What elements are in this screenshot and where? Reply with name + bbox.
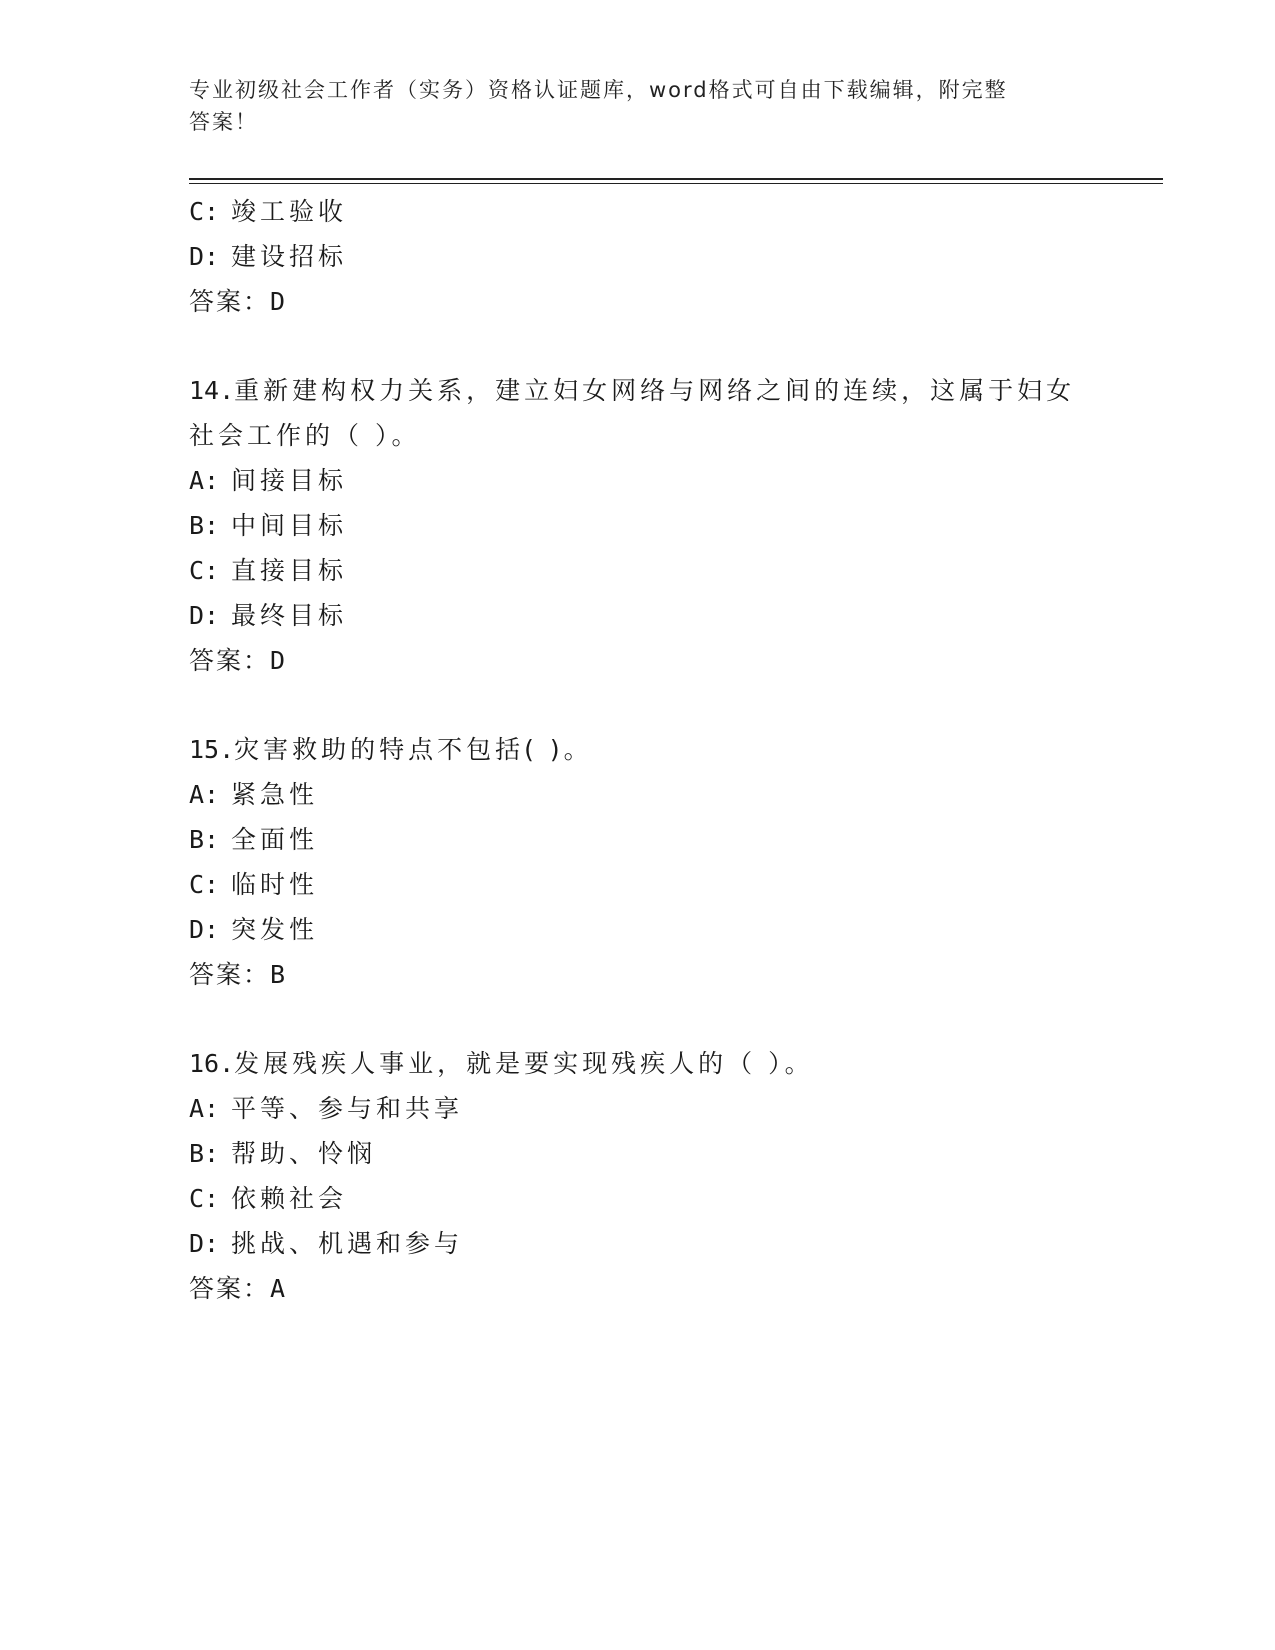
option-text: 帮助、怜悯: [231, 1139, 377, 1168]
option-a: [189, 464, 347, 498]
answer-label: 答案：: [189, 646, 271, 675]
option-d: [189, 913, 318, 947]
answer-value: D: [270, 646, 286, 675]
option-letter: B:: [189, 511, 220, 540]
option-text: 依赖社会: [231, 1184, 348, 1213]
header-divider-thin: [189, 183, 1163, 184]
option-text: 直接目标: [231, 556, 348, 585]
option-a: [189, 778, 318, 812]
option-d: [189, 599, 347, 633]
question-number: 16.: [189, 1049, 235, 1078]
question-number: 14.: [189, 376, 235, 405]
option-b: [189, 1137, 376, 1171]
option-letter: C:: [189, 1184, 220, 1213]
header-line-2: 答案！: [189, 110, 258, 134]
question-stem: [189, 374, 1075, 408]
option-d: [189, 1227, 463, 1261]
answer-line: [189, 958, 285, 992]
option-b: [189, 509, 347, 543]
option-letter: A:: [189, 466, 220, 495]
option-letter: A:: [189, 1094, 220, 1123]
answer-label: 答案：: [189, 287, 271, 316]
option-text: 全面性: [231, 825, 319, 854]
option-letter: D:: [189, 242, 220, 271]
option-text: 中间目标: [231, 511, 348, 540]
option-c: [189, 1182, 347, 1216]
option-text: 紧急性: [231, 780, 319, 809]
answer-line: [189, 285, 285, 319]
option-a: [189, 1092, 463, 1126]
option-letter: D:: [189, 1229, 220, 1258]
answer-value: A: [270, 1274, 286, 1303]
question-stem: [189, 1047, 814, 1081]
document-header: [189, 74, 1079, 138]
option-letter: D:: [189, 915, 220, 944]
option-letter: C:: [189, 870, 220, 899]
answer-value: D: [270, 287, 286, 316]
answer-label: 答案：: [189, 1274, 271, 1303]
option-d: [189, 240, 347, 274]
option-letter: B:: [189, 825, 220, 854]
answer-line: [189, 644, 285, 678]
option-text: 最终目标: [231, 601, 348, 630]
question-text: 发展残疾人事业，就是要实现残疾人的（ ）。: [234, 1049, 814, 1078]
option-text: 突发性: [231, 915, 319, 944]
answer-line: [189, 1272, 285, 1306]
answer-label: 答案：: [189, 960, 271, 989]
question-stem: [189, 733, 593, 767]
header-divider-thick: [189, 178, 1163, 180]
option-letter: A:: [189, 780, 220, 809]
header-line-1: 专业初级社会工作者（实务）资格认证题库，word格式可自由下载编辑，附完整: [189, 78, 1008, 102]
option-text: 建设招标: [231, 242, 348, 271]
option-text: 挑战、机遇和参与: [231, 1229, 464, 1258]
option-letter: B:: [189, 1139, 220, 1168]
option-text: 临时性: [231, 870, 319, 899]
option-c: [189, 868, 318, 902]
question-text: 重新建构权力关系，建立妇女网络与网络之间的连续，这属于妇女: [234, 376, 1076, 405]
option-letter: D:: [189, 601, 220, 630]
answer-value: B: [270, 960, 286, 989]
question-text: 灾害救助的特点不包括( )。: [234, 735, 593, 764]
option-text: 竣工验收: [231, 197, 348, 226]
option-letter: C:: [189, 197, 220, 226]
option-text: 平等、参与和共享: [231, 1094, 464, 1123]
question-stem-continued: 社会工作的（ ）。: [189, 421, 421, 450]
question-number: 15.: [189, 735, 235, 764]
option-text: 间接目标: [231, 466, 348, 495]
option-b: [189, 823, 318, 857]
option-c: [189, 554, 347, 588]
option-letter: C:: [189, 556, 220, 585]
option-c: [189, 195, 347, 229]
